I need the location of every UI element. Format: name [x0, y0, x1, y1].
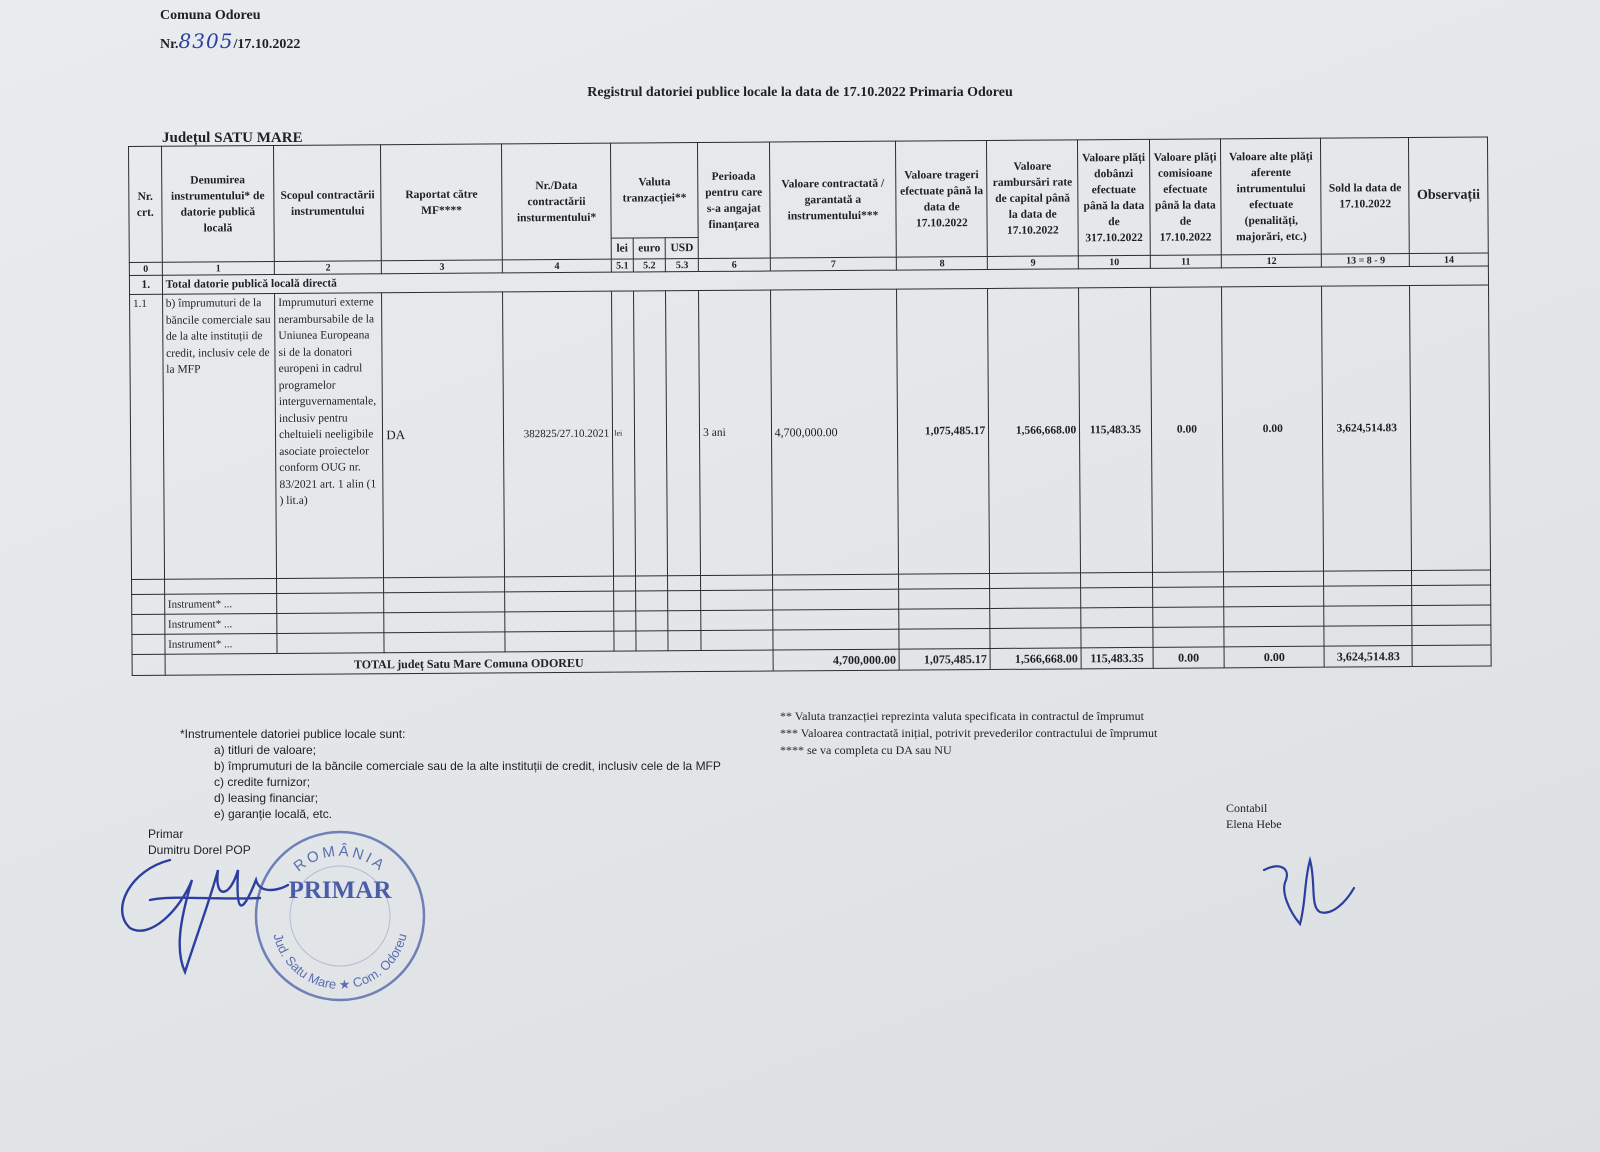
col-number: 8	[897, 257, 988, 271]
instrument-notes	[180, 726, 721, 822]
debt-row	[130, 285, 1491, 579]
col-header-rambursari: Valoare rambursări rate de capital până la data de 17.10.2022	[987, 140, 1079, 257]
mayor-signature	[110, 840, 300, 980]
col-number: 12	[1222, 254, 1322, 268]
col-header-comisioane: Valoare plăți comisioane efectuate până la data de 17.10.2022	[1149, 139, 1221, 255]
document-title: Registrul datoriei publice locale la data de 17.10.2022 Primaria Odoreu	[587, 85, 1013, 100]
col-number: 14	[1409, 253, 1488, 267]
total-trageri: 1,075,485.17	[899, 648, 990, 670]
instrument-label: Instrument* ...	[165, 633, 278, 654]
registration-number	[160, 29, 300, 53]
total-alte-plati: 0.00	[1224, 646, 1324, 668]
header-row	[129, 137, 1489, 241]
col-number: 4	[502, 259, 611, 273]
col-header-lei: lei	[611, 238, 633, 259]
row-denumire: b) împrumuturi de la băncile comerciale sau de la alte instituții de credit, inclusiv cele de la MFP	[162, 293, 276, 579]
col-header-raportat: Raportat către MF****	[381, 144, 502, 261]
col-number: 0	[129, 262, 162, 275]
col-number: 6	[698, 258, 770, 271]
footnotes	[780, 708, 1157, 759]
footnote: *** Valoarea contractată inițial, potrivit prevederilor contractului de împrumut	[780, 726, 1158, 740]
note-item: c) credite furnizor;	[214, 775, 311, 789]
reg-date: /17.10.2022	[233, 37, 301, 52]
row-nr: 1.1	[130, 294, 165, 579]
col-number: 11	[1150, 255, 1222, 268]
accountant-role: Contabil	[1226, 801, 1268, 815]
row-alte-plati: 0.00	[1222, 286, 1324, 572]
footnote: ** Valuta tranzacției reprezinta valuta specificata in contractul de împrumut	[780, 709, 1144, 723]
total-valoare-contractata: 4,700,000.00	[773, 649, 900, 671]
row-lei: lei	[612, 291, 635, 576]
accountant-name: Elena Hebe	[1226, 817, 1282, 831]
reg-handwritten-number: 8305	[178, 29, 234, 53]
row-sold: 3,624,514.83	[1322, 286, 1412, 572]
row-observatii	[1410, 285, 1491, 571]
footnote: **** se va completa cu DA sau NU	[780, 743, 952, 757]
reg-prefix: Nr.	[160, 37, 179, 52]
row-comisioane: 0.00	[1150, 287, 1224, 572]
col-number: 2	[274, 261, 381, 275]
col-number: 5.3	[666, 259, 699, 272]
row-dobanzi: 115,483.35	[1079, 287, 1153, 572]
row-raportat: DA	[382, 292, 505, 578]
total-sold: 3,624,514.83	[1324, 646, 1412, 668]
col-header-denumire: Denumirea instrumentului* de datorie publică locală	[161, 145, 274, 262]
row-euro	[633, 291, 668, 576]
total-rambursari: 1,566,668.00	[990, 648, 1081, 670]
row-trageri: 1,075,485.17	[897, 289, 990, 575]
row-perioada: 3 ani	[699, 290, 773, 575]
col-header-observatii: Observații	[1409, 137, 1489, 254]
col-header-trageri: Valoare trageri efectuate până la data de 17.10.2022	[896, 141, 988, 258]
col-number: 3	[382, 260, 503, 274]
row-scop: Imprumuturi externe nerambursabile de la Uniunea Europeana si de la donatori europeni in cadrul programelor interguvernamentale, inclusiv pentru cheltuieli neeligibile asociate proiectelor conform OUG nr. 83/2021 art. 1 alin (1 ) lit.a)	[275, 293, 384, 579]
note-item: e) garanție locală, etc.	[214, 807, 333, 821]
col-number: 1	[162, 261, 274, 275]
row-rambursari: 1,566,668.00	[988, 288, 1081, 574]
instrument-label: Instrument* ...	[164, 613, 277, 634]
col-header-perioada: Perioada pentru care s-a angajat finanțarea	[698, 142, 770, 258]
col-header-nr-data: Nr./Data contractării insturmentului*	[501, 143, 611, 260]
col-header-sold: Sold la data de 17.10.2022	[1321, 138, 1410, 255]
col-number: 13 = 8 - 9	[1322, 254, 1410, 268]
col-number: 9	[988, 256, 1079, 270]
note-item: b) împrumuturi de la băncile comerciale sau de la alte instituții de credit, inclusiv cele de la MFP	[214, 759, 721, 773]
stamp-bottom-text: Jud. Satu Mare ★ Com. Odoreu	[270, 931, 410, 993]
mayor-name: Dumitru Dorel POP	[148, 843, 251, 857]
notes-title: *Instrumentele datoriei publice locale sunt:	[180, 727, 406, 741]
stamp-center-text: PRIMAR	[288, 877, 392, 904]
col-header-nr: Nr. crt.	[129, 146, 162, 262]
total-dobanzi: 115,483.35	[1081, 647, 1153, 668]
section-label: Total datorie publică locală directă	[162, 266, 1488, 294]
row-usd	[666, 291, 701, 576]
col-number: 7	[770, 257, 897, 271]
col-header-usd: USD	[666, 238, 699, 259]
total-label: TOTAL județ Satu Mare Comuna ODOREU	[165, 650, 773, 675]
col-number: 5.1	[612, 259, 634, 272]
accountant-signature-block	[1226, 800, 1282, 832]
issuer-name: Comuna Odoreu	[160, 8, 261, 23]
col-header-valuta: Valuta tranzacției**	[611, 143, 699, 239]
total-comisioane: 0.00	[1153, 647, 1225, 668]
mayor-role: Primar	[148, 827, 184, 841]
col-number: 5.2	[633, 259, 666, 272]
row-nr-data: 382825/27.10.2021	[502, 291, 613, 577]
debt-register-table	[128, 137, 1492, 676]
note-item: d) leasing financiar;	[214, 791, 319, 805]
stamp-top-text: ROMÂNIA	[290, 842, 390, 876]
row-valoare-contractata: 4,700,000.00	[770, 289, 899, 575]
col-header-valoare-contractata: Valoare contractată / garantată a instrumentului***	[769, 141, 896, 258]
accountant-signature	[1250, 852, 1360, 932]
county-label: Județul SATU MARE	[162, 130, 303, 146]
col-header-scop: Scopul contractării instrumentului	[274, 145, 382, 262]
section-nr: 1.	[129, 275, 162, 294]
col-header-alte-plati: Valoare alte plăți aferente intrumentului efectuate (penalități, majorări, etc.)	[1221, 138, 1322, 255]
note-item: a) titluri de valoare;	[214, 743, 317, 757]
col-number: 10	[1078, 255, 1150, 268]
col-header-dobanzi: Valoare plăți dobânzi efectuate până la data de 317.10.2022	[1078, 139, 1150, 255]
instrument-label: Instrument* ...	[164, 593, 277, 614]
col-header-euro: euro	[633, 238, 666, 259]
